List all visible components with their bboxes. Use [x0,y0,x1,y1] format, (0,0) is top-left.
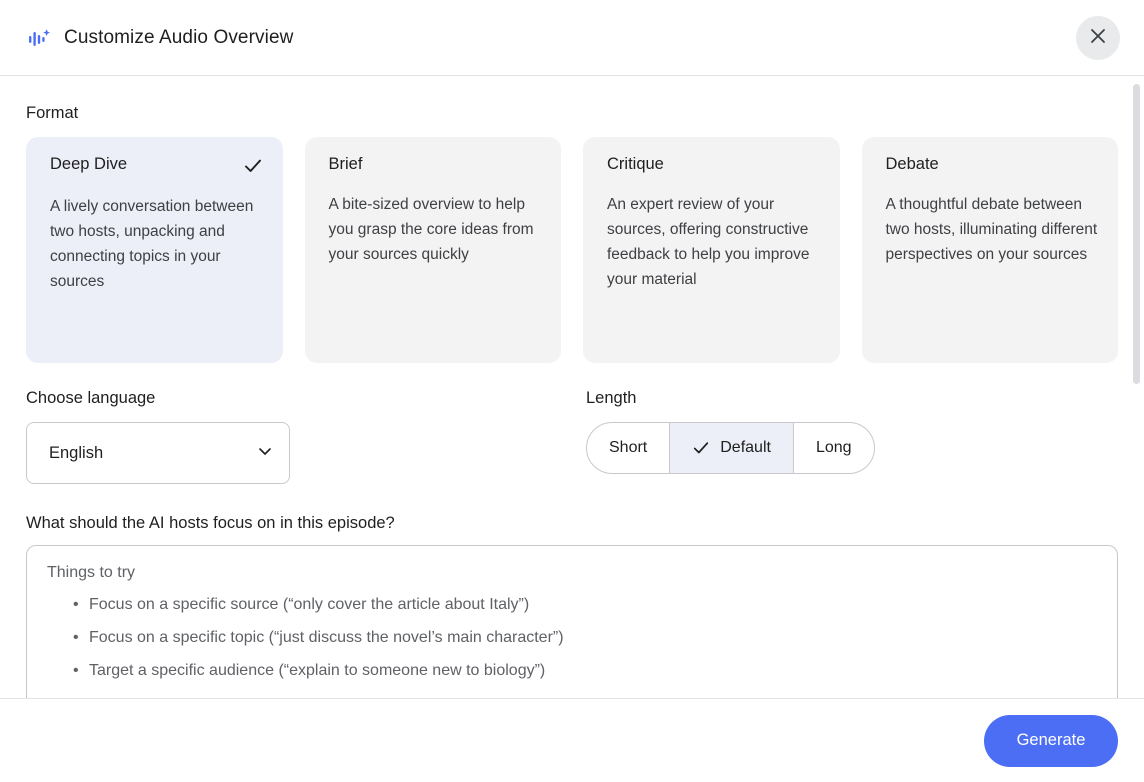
format-card-debate[interactable] [862,137,1119,363]
format-card-description: An expert review of your sources, offering constructive feedback to help you improve your material [607,196,810,288]
format-card-description: A thoughtful debate between two hosts, illuminating different perspectives on your sources [885,196,1098,263]
format-card-deep-dive[interactable] [26,137,283,363]
length-option-label: Long [815,439,852,456]
scrollbar[interactable] [1134,76,1142,698]
close-icon [1088,26,1108,49]
focus-prompt-input[interactable] [26,545,1118,698]
format-card-header [886,155,1099,174]
length-option-long[interactable] [794,423,874,473]
dialog-header [0,0,1144,76]
length-block [586,389,1118,484]
close-button[interactable] [1076,16,1120,60]
scrollbar-thumb[interactable] [1133,84,1140,384]
generate-button[interactable]: Generate [984,715,1118,767]
check-icon [243,156,263,176]
format-card-title: Critique [607,155,664,173]
length-option-label: Default [720,439,771,456]
format-card-description: A bite-sized overview to help you grasp the core ideas from your sources quickly [328,196,534,263]
focus-prompt-label: What should the AI hosts focus on in this episode? [26,514,395,532]
format-card-header [607,155,820,174]
length-option-label: Short [609,439,648,456]
format-card-list [26,137,1118,363]
format-card-brief[interactable] [305,137,562,363]
language-select[interactable] [26,422,290,484]
format-card-title: Brief [328,155,363,173]
list-item: • Target a specific audience (“explain to someone new to biology”) [89,654,1097,687]
focus-prompt-placeholder-title: Things to try [47,564,136,581]
format-card-description: A lively conversation between two hosts, unpacking and connecting topics in your sources [50,198,254,290]
language-label: Choose language [26,389,156,407]
length-label: Length [586,389,637,407]
format-card-critique[interactable] [583,137,840,363]
chevron-down-icon [257,443,273,464]
dialog-footer [0,698,1144,782]
list-item: • Focus on a specific source (“only cover the article about Italy”) [89,588,1097,621]
length-option-short[interactable] [587,423,670,473]
focus-prompt-suggestion-list [47,588,1097,687]
format-section-label: Format [26,104,79,122]
page-title: Customize Audio Overview [64,26,294,48]
format-card-title: Debate [885,155,939,173]
controls-row [26,389,1118,484]
audio-waveform-icon [26,25,52,51]
dialog-body [0,76,1144,698]
format-card-header [329,155,542,174]
length-segmented-control [586,422,875,474]
length-option-default[interactable] [670,423,794,473]
language-block [26,389,586,484]
format-card-header [50,155,263,176]
check-icon [692,439,710,457]
format-card-title: Deep Dive [50,155,128,173]
language-selected-value: English [49,443,104,462]
list-item: • Focus on a specific topic (“just discuss the novel’s main character”) [89,621,1097,654]
